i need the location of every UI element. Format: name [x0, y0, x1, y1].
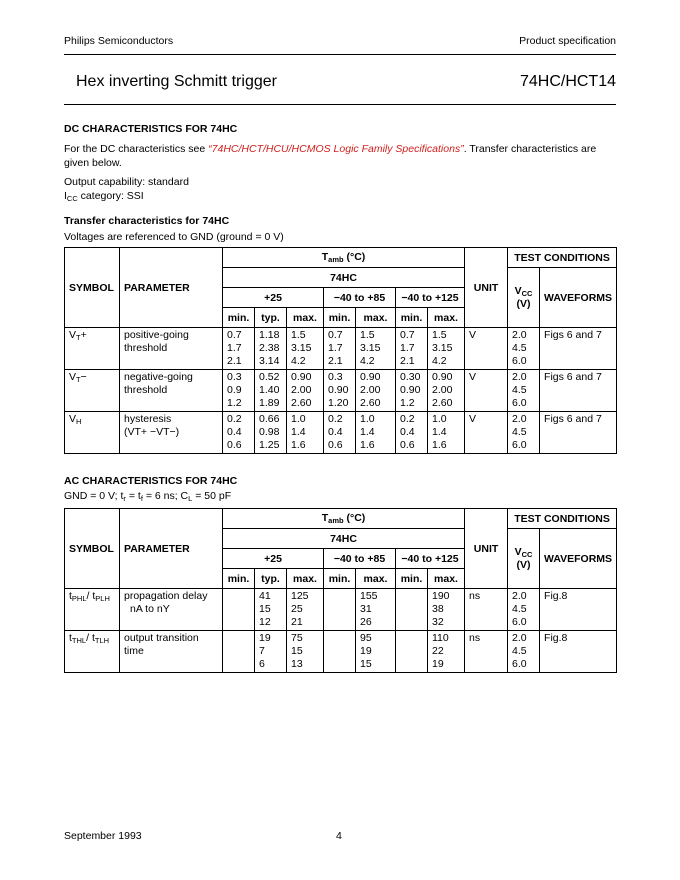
parameter-header: PARAMETER — [120, 509, 223, 589]
typ-header: typ. — [255, 569, 287, 589]
min125-cell: 0.30 0.90 1.2 — [396, 370, 428, 412]
dc-intro-prefix: For the DC characteristics see — [64, 143, 209, 155]
company-name: Philips Semiconductors — [64, 35, 174, 47]
test-conditions-header: TEST CONDITIONS — [508, 248, 617, 268]
part-number: 74HC/HCT14 — [519, 73, 616, 90]
dc-transfer-table — [64, 247, 617, 454]
vcc-cell: 2.0 4.5 6.0 — [508, 328, 540, 370]
max25-cell: 0.90 2.00 2.60 — [287, 370, 324, 412]
typ25-cell: 0.52 1.40 1.89 — [255, 370, 287, 412]
max125-cell: 190 38 32 — [428, 589, 465, 631]
ac-characteristics-table — [64, 508, 617, 673]
max85-cell: 0.90 2.00 2.60 — [356, 370, 396, 412]
min25-cell: 0.7 1.7 2.1 — [223, 328, 255, 370]
max25-cell: 125 25 21 — [287, 589, 324, 631]
range-25-header: +25 — [223, 288, 324, 308]
max25-cell: 75 15 13 — [287, 631, 324, 673]
min85-cell: 0.3 0.90 1.20 — [324, 370, 356, 412]
transfer-note: Voltages are referenced to GND (ground = 0 V) — [64, 231, 284, 243]
symbol-cell: $t_{PHL}/$ $t_{PLH}$ — [65, 589, 120, 631]
ac-conditions: GND = 0 V; $t_r = t_f = 6$ ns; $C_L = 50$ pF — [64, 490, 232, 503]
max25-cell: 1.0 1.4 1.6 — [287, 412, 324, 454]
header-rule — [64, 54, 616, 55]
waveforms-cell: Figs 6 and 7 — [540, 328, 617, 370]
min-header: min. — [223, 569, 255, 589]
table-row — [65, 412, 617, 454]
max125-cell: 1.5 3.15 4.2 — [428, 328, 465, 370]
table-row — [65, 370, 617, 412]
vcc-header: $V_{CC}$ (V) — [508, 529, 540, 589]
max-header: max. — [356, 308, 396, 328]
vcc-header: $V_{CC}$ (V) — [508, 268, 540, 328]
dc-intro — [64, 142, 616, 170]
test-conditions-header: TEST CONDITIONS — [508, 509, 617, 529]
typ25-cell: 19 7 6 — [255, 631, 287, 673]
title-rule — [64, 104, 616, 105]
typ25-cell: 41 15 12 — [255, 589, 287, 631]
range-85-header: −40 to +85 — [324, 288, 396, 308]
table-row — [65, 328, 617, 370]
parameter-cell: positive-going threshold — [120, 328, 223, 370]
min85-cell — [324, 589, 356, 631]
max-header: max. — [287, 308, 324, 328]
unit-cell: ns — [465, 631, 508, 673]
symbol-cell: $V_T-$ — [65, 370, 120, 412]
waveforms-cell: Fig.8 — [540, 589, 617, 631]
document-title: Hex inverting Schmitt trigger — [76, 73, 277, 90]
waveforms-cell: Figs 6 and 7 — [540, 370, 617, 412]
waveforms-cell: Figs 6 and 7 — [540, 412, 617, 454]
vcc-cell: 2.0 4.5 6.0 — [508, 631, 540, 673]
icc-category: $I_{CC}$ category: SSI — [64, 190, 144, 203]
min85-cell: 0.2 0.4 0.6 — [324, 412, 356, 454]
dc-intro-suffix: . Transfer characteristics are given below. — [64, 143, 597, 169]
max85-cell: 1.0 1.4 1.6 — [356, 412, 396, 454]
min25-cell — [223, 589, 255, 631]
dc-heading: DC CHARACTERISTICS FOR 74HC — [64, 123, 238, 135]
unit-cell: V — [465, 412, 508, 454]
symbol-cell: $t_{THL}/$ $t_{TLH}$ — [65, 631, 120, 673]
typ25-cell: 1.18 2.38 3.14 — [255, 328, 287, 370]
vcc-cell: 2.0 4.5 6.0 — [508, 589, 540, 631]
ac-heading: AC CHARACTERISTICS FOR 74HC — [64, 475, 238, 487]
min-header: min. — [396, 308, 428, 328]
min-header: min. — [223, 308, 255, 328]
family-header: 74HC — [223, 268, 465, 288]
max-header: max. — [428, 308, 465, 328]
page-number: 4 — [336, 830, 342, 842]
min125-cell: 0.2 0.4 0.6 — [396, 412, 428, 454]
min-header: min. — [324, 308, 356, 328]
parameter-cell: output transition time — [120, 631, 223, 673]
unit-header: UNIT — [465, 248, 508, 328]
parameter-cell: hysteresis (VT+ −VT−) — [120, 412, 223, 454]
range-85-header: −40 to +85 — [324, 549, 396, 569]
parameter-cell: negative-going threshold — [120, 370, 223, 412]
min-header: min. — [324, 569, 356, 589]
family-header: 74HC — [223, 529, 465, 549]
unit-header: UNIT — [465, 509, 508, 589]
max25-cell: 1.5 3.15 4.2 — [287, 328, 324, 370]
range-25-header: +25 — [223, 549, 324, 569]
table-row — [65, 631, 617, 673]
min25-cell — [223, 631, 255, 673]
max85-cell: 1.5 3.15 4.2 — [356, 328, 396, 370]
max85-cell: 95 19 15 — [356, 631, 396, 673]
symbol-cell: $V_H$ — [65, 412, 120, 454]
parameter-header: PARAMETER — [120, 248, 223, 328]
range-125-header: −40 to +125 — [396, 549, 465, 569]
family-spec-link[interactable]: “74HC/HCT/HCU/HCMOS Logic Family Specifications” — [208, 143, 464, 155]
footer-date: September 1993 — [64, 830, 142, 842]
max85-cell: 155 31 26 — [356, 589, 396, 631]
min125-cell — [396, 631, 428, 673]
output-capability: Output capability: standard — [64, 176, 189, 188]
waveforms-header: WAVEFORMS — [540, 529, 617, 589]
max-header: max. — [287, 569, 324, 589]
min-header: min. — [396, 569, 428, 589]
max125-cell: 0.90 2.00 2.60 — [428, 370, 465, 412]
tamb-header: $T_{amb}$ (°C) — [223, 509, 465, 529]
min125-cell: 0.7 1.7 2.1 — [396, 328, 428, 370]
document-type: Product specification — [519, 35, 616, 47]
vcc-cell: 2.0 4.5 6.0 — [508, 412, 540, 454]
transfer-heading: Transfer characteristics for 74HC — [64, 215, 230, 227]
parameter-cell: propagation delay nA to nY — [120, 589, 223, 631]
symbol-header: SYMBOL — [65, 509, 120, 589]
tamb-header: $T_{amb}$ (°C) — [223, 248, 465, 268]
min85-cell: 0.7 1.7 2.1 — [324, 328, 356, 370]
typ-header: typ. — [255, 308, 287, 328]
min25-cell: 0.2 0.4 0.6 — [223, 412, 255, 454]
max125-cell: 110 22 19 — [428, 631, 465, 673]
max125-cell: 1.0 1.4 1.6 — [428, 412, 465, 454]
typ25-cell: 0.66 0.98 1.25 — [255, 412, 287, 454]
vcc-cell: 2.0 4.5 6.0 — [508, 370, 540, 412]
waveforms-cell: Fig.8 — [540, 631, 617, 673]
symbol-cell: $V_T+$ — [65, 328, 120, 370]
waveforms-header: WAVEFORMS — [540, 268, 617, 328]
max-header: max. — [428, 569, 465, 589]
min25-cell: 0.3 0.9 1.2 — [223, 370, 255, 412]
max-header: max. — [356, 569, 396, 589]
min85-cell — [324, 631, 356, 673]
table-row — [65, 589, 617, 631]
unit-cell: V — [465, 328, 508, 370]
min125-cell — [396, 589, 428, 631]
range-125-header: −40 to +125 — [396, 288, 465, 308]
unit-cell: V — [465, 370, 508, 412]
symbol-header: SYMBOL — [65, 248, 120, 328]
unit-cell: ns — [465, 589, 508, 631]
